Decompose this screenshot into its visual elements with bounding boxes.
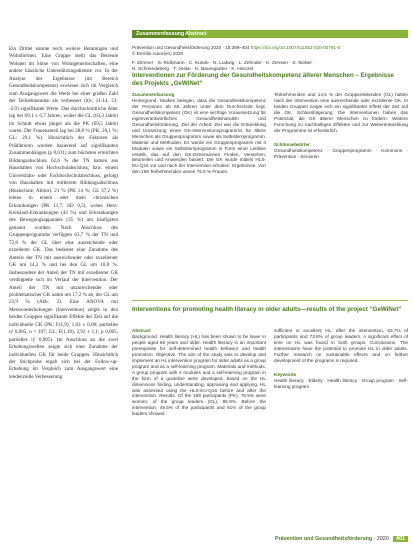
german-abstract-col1: [132, 92, 266, 175]
keywords-text: Gesundheitskompetenz · Gruppenprogramm · Kommune · Prävention · Senioren: [274, 147, 408, 159]
journal-citation: Prävention und Gesundheitsförderung 2020 · 15:399–404: [132, 45, 250, 50]
article-meta: [132, 45, 408, 57]
page-footer: [275, 536, 408, 542]
abstract-header-bar: [132, 30, 408, 38]
section-heading: Abstract: [132, 328, 151, 333]
english-title: Interventions for promoting health literacy in older adults—results of the project “GeWiNet”: [132, 306, 402, 313]
abstract-text: Hintergrund. Studien belegen, dass die Gesundheitskompetenz der Personen ab 65 Jahren unter dem Durchschnitt liegt. Gesundheitskompetenz (GK) ist eine wichtige Voraussetzung für eigenverantwortliches Gesundheitshandeln und Gesundheitsförderung. Ziel der Arbeit: Ziel war die Entwicklung und Umsetzung eines GK-Interventionsprogramms für ältere Menschen als Gruppenprogramm sowie als Selbstlernprogramm. Material und Methoden. Es wurde ein Gruppenprogramm mit 4 Modulen sowie ein Selbstlernprogramm in Form einer Leitlinie erstellt, das auf den GK-Dimensionen Finden, Verstehen, Beurteilen und Anwenden basiert. Die GK wurde mittels HLS-EU-Q16 vor und nach der Intervention erhoben. Ergebnisse. Von den 199 Teilnehmenden waren 76,5 % Frauen.: [132, 97, 266, 175]
keywords-heading: Keywords: [274, 371, 297, 377]
body-text-column: [9, 46, 118, 381]
german-abstract-col2: [274, 92, 408, 160]
abstract-text: sufficient or excellent HL; after the intervention, 63.7% of participants and 72.8% of group leaders. A significant effect of time on HL was found in both groups. Conclusions. The interventions have the potential to promote HL in older adults. Further research on sustainable effects and on further development of the programs is required.: [274, 328, 408, 363]
abstract-text: Teilnehmenden und 14,5 % der Gruppenleitenden (GL) hatten nach der Intervention eine ausreichende oder exzellente GK. In beiden Gruppen zeigte sich ein signifikanter Effekt der Zeit auf die GK. Schlussfolgerung. Die Interventionen haben das Potenzial, die GK älterer Menschen zu fördern. Weitere Forschung zu nachhaltigen Effekten und zur Weiterentwicklung der Programme ist erforderlich.: [274, 92, 408, 133]
abstract-text: Background. Health literacy (HL) has been shown to be lower in people aged 65 years and older. Health literacy is an important prerequisite for self-determined health behavior and health promotion. Objective. The aim of the study was to develop and implement an HL intervention program for older adults as a group program and as a self-learning program. Materials and methods. A group program with 4 modules and a self-learning program in the form of a guideline were developed, based on the HL dimensions finding, understanding, appraising and applying. HL was assessed using the HLS-EU-Q16 before and after the intervention. Results. Of the 199 participants (PK), 76.5% were women; of the group leaders (GL), 95.9%. Before the intervention, 49.5% of the participants and 61% of the group leaders showed: [132, 333, 266, 417]
author-line: F. Zimmer · S. Rüßmann · C. Kunde · N. Ludwig · L. Zehnder · K. Zensen · S. Sieber ·: [132, 61, 315, 66]
section-heading: Zusammenfassung: [132, 92, 175, 97]
copyright-line: © Der/die Autor(en) 2020: [132, 51, 184, 56]
journal-name: Prävention und Gesundheitsförderung: [275, 536, 373, 542]
english-abstract-col1: [132, 328, 266, 417]
page-number: 401: [393, 536, 408, 542]
keywords-text: Health literacy · Elderly · Health literacy · Group program · Self-learning program: [274, 377, 408, 389]
footer-year: · 2020: [373, 536, 389, 542]
section-divider: [132, 300, 408, 301]
header-tab-zusammenfassung: Zusammenfassung: [132, 30, 188, 38]
doi-link[interactable]: https://doi.org/10.1007/s11553-020-00791-5: [250, 45, 341, 50]
body-paragraph: Ein Drittel nannte noch weitere Beratungen und Wohnformen. Eine Gruppe stellt das Betreute Wohnen im Sinne von Wohngemeinschaften, eine andere häusliche Unterstützungsdienste vor. In der Analyse der Ergebnisse (im Bereich Gesundheitskompetenz) erwiesen sich im Vergleich zum Ausgangswert die Werte bei einer großen Zahl der Teilnehmenden als verbessert (t(n: 11-14, CI: -2.9) signifikante Werte. Das durchschnittliche Alter lag bei 69,1 ± 6,7 Jahren, wobei die GL (63,3 Jahre) im Schnitt etwas jünger als die PK (69,5 Jahre) waren. Der Frauenanteil lag bei 28,8 % (PK: 20,1 %; GL: 29,1 %). Hinsichtlich der Faktoren als Prädiktoren wurden basierend auf signifikanten Zusammenhängen (p 0,011) zum höchsten erreichten Bildungsabschluss 62,6 % der TN kamen aus Haushalten von Hochschulabschluss, bzw. einem Universitäts- oder Fachhochschulabschluss, gefolgt von Haushalten mit mittlerem Bildungsabschluss (Realschule, Abitur). 21 % (PK 14 %; GL 37,2 %) lebten in einem oder mehr chronischen Erkrankungen (PK 11,7; SD 0,5), wobei Herz-Kreislauf-Erkrankungen (43 %) und Erkrankungen des Bewegungsapparates (35 %) am häufigsten genannt wurden. Nach Abschluss des Gruppenprogramms verfügten 63,7 % der TN und 72,8 % der GL über eine ausreichende oder exzellente GK. Das bedeutet eine Zunahme des Anteils der TN mit ausreichender oder exzellenter GK um 14,2 % und bei den GL um 10,8 %. Insbesondere der Anteil der TN mit exzellenter GK verdoppelte sich im Verlauf der Intervention. Der Anteil der TN mit unzureichender oder problematischer GK nahm um 17,2 % ab, der GL um 23,9 % (Abb. 2). Eine ANOVA mit Messwiederholungen (Intervention) zeigte in den beiden Gruppen signifikante Effekte der Zeit auf die individuelle GK (PK: F(1,9), 1,03 ± 0,08; partielles η² 0,005, n = 107; GL: F(1,19), 2,92 ± 1,1; p 0,005, partielles η² 0,005). Im Anschluss an die zwei Erhebungswellen zeigte sich eine Zunahme der individuellen GK für beide Gruppen. Hinsichtlich der Stichprobe ergab sich bei der Follow-up-Erhebung im Vergleich zum Ausgangswert eine tendenzielle Verbesserung.: [9, 46, 118, 380]
english-abstract-col2: [274, 328, 408, 390]
header-tab-abstract: Abstract: [185, 31, 207, 37]
german-title: Interventionen zur Förderung der Gesundheitskompetenz älterer Menschen – Ergebnisse des Projekts „GeWiNet“: [132, 72, 394, 87]
keywords-heading: Schlüsselwörter: [274, 141, 310, 147]
author-line: N. Schmiedeberg · T. Jeske · K. Baumgarten · K. Heinzel: [132, 67, 254, 72]
